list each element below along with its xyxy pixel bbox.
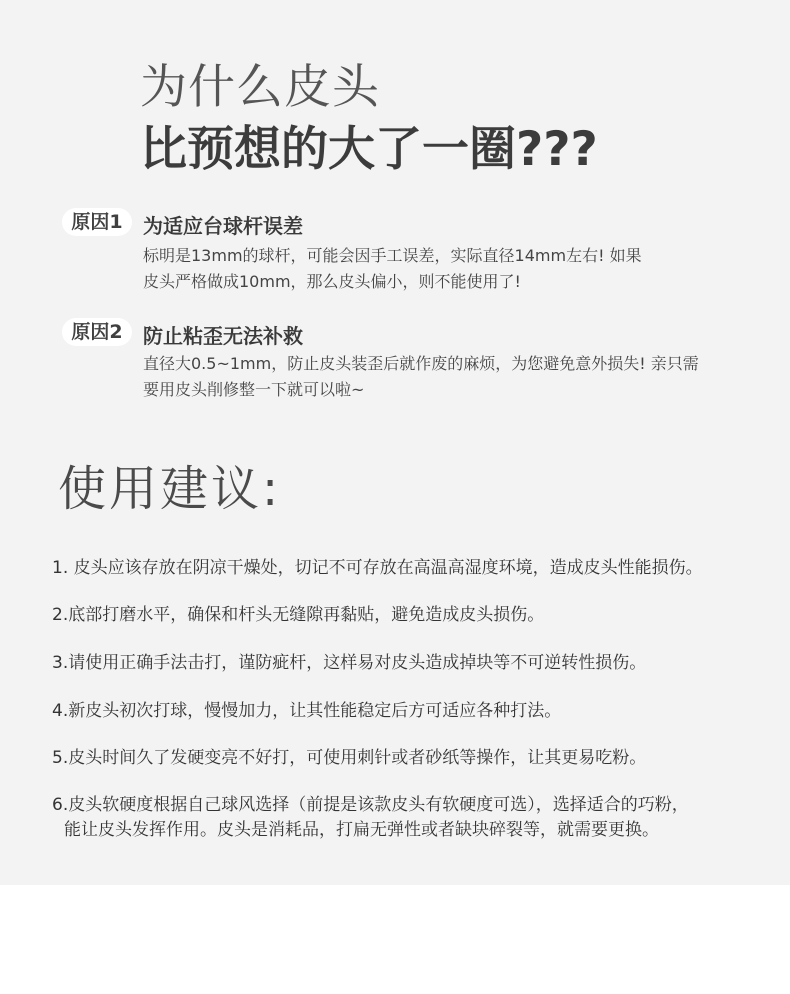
reason-2-text (143, 351, 743, 403)
usage-heading: 使用建议: (58, 461, 282, 517)
reason-2-text-line-2: 要用皮头削修整一下就可以啦~ (143, 380, 365, 399)
title-line-1: 为什么皮头 (140, 60, 380, 115)
usage-tip-3: 3.请使用正确手法击打，谨防疵杆，这样易对皮头造成掉块等不可逆转性损伤。 (52, 653, 647, 673)
reason-2-badge: 原因2 (62, 318, 132, 346)
title-line-2: 比预想的大了一圈??? (140, 122, 598, 177)
reason-1-title: 为适应台球杆误差 (143, 214, 303, 238)
reason-2-title: 防止粘歪无法补救 (143, 324, 303, 348)
reason-1-text-line-2: 皮头严格做成10mm，那么皮头偏小，则不能使用了! (143, 272, 521, 291)
usage-tip-6-line-1: 6.皮头软硬度根据自己球风选择（前提是该款皮头有软硬度可选），选择适合的巧粉， (52, 795, 689, 815)
reason-1-badge: 原因1 (62, 208, 132, 236)
reason-1-text-line-1: 标明是13mm的球杆，可能会因手工误差，实际直径14mm左右! 如果 (143, 246, 642, 265)
usage-tip-4: 4.新皮头初次打球，慢慢加力，让其性能稳定后方可适应各种打法。 (52, 701, 562, 721)
usage-tip-6 (52, 793, 772, 843)
usage-tip-1: 1. 皮头应该存放在阴凉干燥处，切记不可存放在高温高湿度环境，造成皮头性能损伤。 (52, 558, 703, 578)
usage-tip-2: 2.底部打磨水平，确保和杆头无缝隙再黏贴，避免造成皮头损伤。 (52, 605, 545, 625)
usage-tip-5: 5.皮头时间久了发硬变亮不好打，可使用刺针或者砂纸等操作，让其更易吃粉。 (52, 748, 647, 768)
usage-tip-6-line-2: 能让皮头发挥作用。皮头是消耗品，打扁无弹性或者缺块碎裂等，就需要更换。 (64, 820, 659, 840)
reason-1-text (143, 243, 743, 295)
reason-2-text-line-1: 直径大0.5~1mm，防止皮头装歪后就作废的麻烦，为您避免意外损失! 亲只需 (143, 354, 699, 373)
